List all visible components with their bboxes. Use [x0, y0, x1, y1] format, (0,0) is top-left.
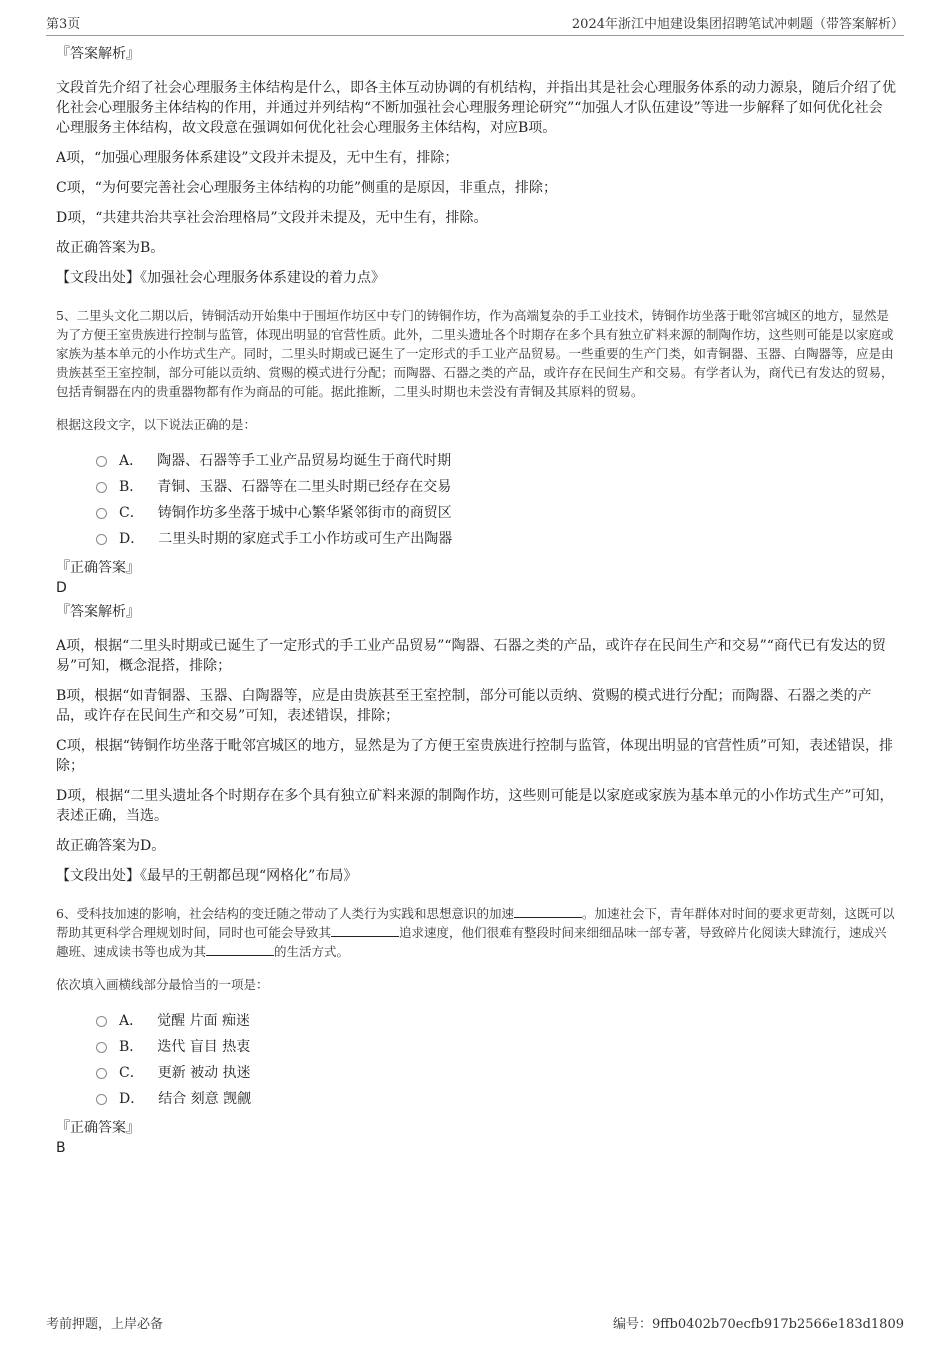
radio-icon[interactable] — [96, 1068, 107, 1079]
q5-option-d[interactable] — [96, 526, 896, 552]
q4-conclusion: 故正确答案为B。 — [56, 240, 165, 256]
q6-stem-part2: 。加速社会下，青年群体对时间的要求更苛刻，这既可以帮助其更科学合理规划时间，同时也可能会导致其 — [56, 906, 895, 940]
q5-analysis-b: B项，根据“如青铜器、玉器、白陶器等，应是由贵族甚至王室控制，部分可能以贡纳、赏赐的模式进行分配；而陶器、石器之类的产品，或许存在民间生产和交易”可知，表述错误，排除； — [56, 688, 872, 724]
q6-prompt: 依次填入画横线部分最恰当的一项是： — [56, 977, 269, 992]
q4-analysis-d: D项，“共建共治共享社会治理格局”文段并未提及，无中生有，排除。 — [56, 210, 488, 226]
q6-option-d[interactable] — [96, 1086, 896, 1112]
option-letter: A． — [119, 453, 144, 469]
footer-slogan: 考前押题，上岸必备 — [46, 1317, 164, 1332]
q6-stem-part4: 的生活方式。 — [274, 944, 350, 959]
document-title: 2024年浙江中旭建设集团招聘笔试冲刺题（带答案解析） — [571, 17, 904, 32]
q6-option-c[interactable] — [96, 1060, 896, 1086]
q5-correct-answer: D — [56, 580, 67, 596]
page-content — [56, 44, 896, 1162]
q6-stem — [56, 904, 896, 961]
option-text: 陶器、石器等手工业产品贸易均诞生于商代时期 — [157, 453, 452, 469]
q5-analysis-label: 『答案解析』 — [56, 604, 140, 620]
q5-option-a[interactable] — [96, 448, 896, 474]
q5-correct-label: 『正确答案』 — [56, 560, 140, 576]
q5-options — [96, 448, 896, 552]
q5-analysis-d: D项，根据“二里头遗址各个时期存在多个具有独立矿料来源的制陶作坊，这些则可能是以家庭或家族为基本单元的小作坊式生产”可知，表述正确，当选。 — [56, 788, 894, 824]
q6-blank-1 — [514, 905, 582, 918]
footer-code: 编号：9ffb0402b70ecfb917b2566e183d1809 — [612, 1317, 904, 1332]
q4-analysis-label: 『答案解析』 — [56, 46, 140, 62]
q5-analysis-a: A项，根据“二里头时期或已诞生了一定形式的手工业产品贸易”“陶器、石器之类的产品，或许存在民间生产和交易”“商代已有发达的贸易”可知，概念混搭，排除； — [56, 638, 886, 674]
q6-blank-3 — [206, 943, 274, 956]
option-text: 结合 刻意 觊觎 — [158, 1091, 252, 1107]
radio-icon[interactable] — [96, 482, 107, 493]
q6-stem-part3: 追求速度，他们很难有整段时间来细细品味一部专著，导致碎片化阅读大肆流行，速成兴趣班、速成读书等也成为其 — [56, 925, 887, 959]
q6-correct-label: 『正确答案』 — [56, 1120, 140, 1136]
q6-correct-answer: B — [56, 1140, 66, 1156]
q5-source: 【文段出处】《最早的王朝都邑现“网格化”布局》 — [56, 868, 358, 884]
q4-source: 【文段出处】《加强社会心理服务体系建设的着力点》 — [56, 270, 385, 286]
q6-option-b[interactable] — [96, 1034, 896, 1060]
option-letter: B． — [119, 479, 144, 495]
q5-option-b[interactable] — [96, 474, 896, 500]
q5-prompt: 根据这段文字，以下说法正确的是： — [56, 417, 257, 432]
option-text: 青铜、玉器、石器等在二里头时期已经存在交易 — [157, 479, 452, 495]
option-letter: B． — [119, 1039, 144, 1055]
radio-icon[interactable] — [96, 1094, 107, 1105]
option-letter: D． — [119, 1091, 145, 1107]
q6-blank-2 — [331, 924, 399, 937]
q5-stem: 5、二里头文化二期以后，铸铜活动开始集中于围垣作坊区中专门的铸铜作坊，作为高端复杂的手工业技术，铸铜作坊坐落于毗邻宫城区的地方，显然是为了方便王室贵族进行控制与监管，体现出明显的官营性质。此外，二里头遗址各个时期存在多个具有独立矿料来源的制陶作坊，这些则可能是以家庭或家族为基本单元的小作坊式生产。同时，二里头时期或已诞生了一定形式的手工业产品贸易。一些重要的生产门类，如青铜器、玉器、白陶器等，应是由贵族甚至王室控制，部分可能以贡纳、赏赐的模式进行分配；而陶器、石器之类的产品，或许存在民间生产和交易。有学者认为，商代已有发达的贸易，包括青铜器在内的贵重器物都有作为商品的可能。据此推断，二里头时期也未尝没有青铜及其原料的贸易。 — [56, 308, 894, 399]
q6-option-a[interactable] — [96, 1008, 896, 1034]
page-number: 第3页 — [46, 17, 81, 32]
option-text: 觉醒 片面 痴迷 — [157, 1013, 251, 1029]
q4-analysis-intro: 文段首先介绍了社会心理服务主体结构是什么，即各主体互动协调的有机结构，并指出其是社会心理服务体系的动力源泉，随后介绍了优化社会心理服务主体结构的作用，并通过并列结构“不断加强社会心理服务理论研究”“加强人才队伍建设”等进一步解释了如何优化社会心理服务主体结构，故文段意在强调如何优化社会心理服务主体结构，对应B项。 — [56, 80, 896, 136]
radio-icon[interactable] — [96, 508, 107, 519]
option-letter: A． — [119, 1013, 144, 1029]
q6-stem-part1: 6、受科技加速的影响，社会结构的变迁随之带动了人类行为实践和思想意识的加速 — [56, 906, 514, 921]
q5-conclusion: 故正确答案为D。 — [56, 838, 166, 854]
option-letter: C． — [119, 505, 144, 521]
radio-icon[interactable] — [96, 1042, 107, 1053]
option-text: 铸铜作坊多坐落于城中心繁华紧邻街市的商贸区 — [157, 505, 452, 521]
option-text: 迭代 盲目 热衷 — [157, 1039, 251, 1055]
page-footer — [46, 1313, 904, 1332]
q6-options — [96, 1008, 896, 1112]
q5-analysis-c: C项，根据“铸铜作坊坐落于毗邻宫城区的地方，显然是为了方便王室贵族进行控制与监管，体现出明显的官营性质”可知，表述错误，排除； — [56, 738, 894, 774]
q4-analysis-a: A项，“加强心理服务体系建设”文段并未提及，无中生有，排除； — [56, 150, 459, 166]
radio-icon[interactable] — [96, 534, 107, 545]
option-text: 二里头时期的家庭式手工小作坊或可生产出陶器 — [158, 531, 453, 547]
option-letter: C． — [119, 1065, 144, 1081]
option-text: 更新 被动 执迷 — [157, 1065, 251, 1081]
radio-icon[interactable] — [96, 456, 107, 467]
q4-analysis-c: C项，“为何要完善社会心理服务主体结构的功能”侧重的是原因，非重点，排除； — [56, 180, 558, 196]
q5-option-c[interactable] — [96, 500, 896, 526]
option-letter: D． — [119, 531, 145, 547]
radio-icon[interactable] — [96, 1016, 107, 1027]
page-header — [46, 12, 904, 36]
